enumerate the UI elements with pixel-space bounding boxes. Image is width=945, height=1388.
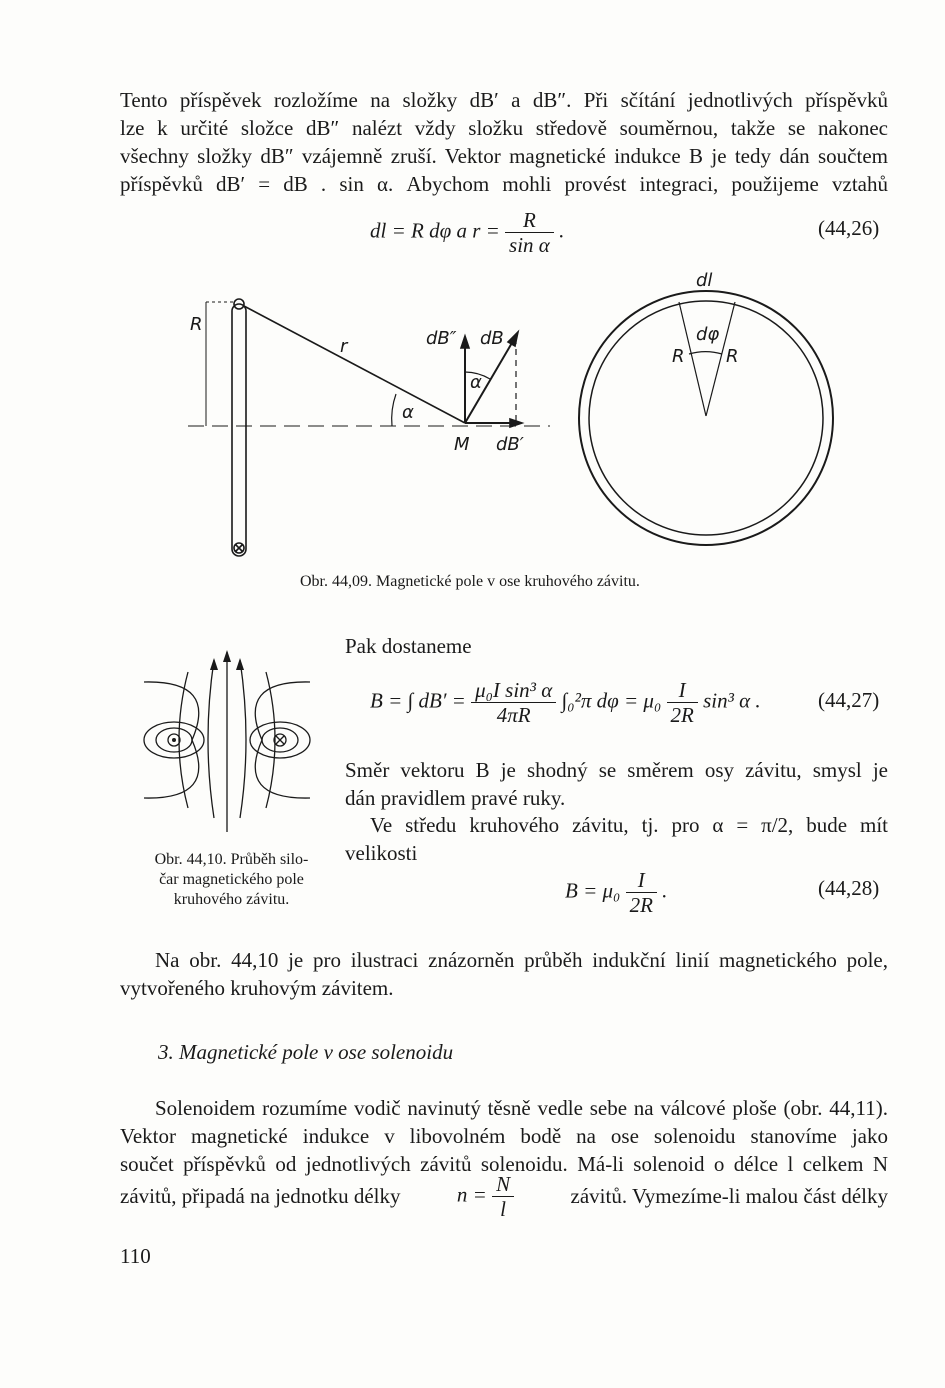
label-R-left: R: [190, 314, 203, 335]
label-R-circle-1: R: [672, 346, 685, 367]
eq26-fraction: $\frac{R}{\text{sin α}}$: [505, 208, 554, 257]
section-heading: 3. Magnetické pole v ose solenoidu: [158, 1040, 454, 1064]
equation-44-28: B = μ₀ $\frac{I}{2R}$ .: [565, 868, 668, 917]
label-dB2: dB″: [426, 328, 457, 349]
paragraph-6-line-4: závitů, připadá na jednotku délky n = $\frac{N}{l}$ závitů. Vymezíme-li malou část délky: [120, 1172, 888, 1221]
paragraph-5-line-1: Na obr. 44,10 je pro ilustraci znázorněn průběh indukční linií magnetického pole,: [155, 948, 888, 972]
paragraph-6-line-3: součet příspěvků od jednotlivých závitů solenoidu. Má-li solenoid o délce l celkem N: [120, 1152, 888, 1176]
paragraph-6-line-2: Vektor magnetické indukce v libovolném bodě na ose solenoidu stanovíme jako: [120, 1124, 888, 1148]
eq26-left: dl = R dφ a r =: [370, 218, 500, 243]
label-alpha-2: α: [470, 372, 482, 393]
figure-44-09-caption: Obr. 44,09. Magnetické pole v ose kruhového závitu.: [300, 573, 640, 590]
label-M: M: [454, 434, 470, 455]
paragraph-1-line-4: příspěvků dB′ = dB . sin α. Abychom mohli provést integraci, použijeme vztahů: [120, 172, 888, 196]
paragraph-1-line-3: všechny složky dB″ vzájemně zruší. Vektor magnetické indukce B je tedy dán součtem: [120, 144, 888, 168]
equation-44-26: dl = R dφ a r = $\frac{R}{\text{sin α}}$ .: [370, 208, 565, 257]
label-dB1: dB′: [496, 434, 524, 455]
label-r: r: [340, 336, 348, 357]
figure-44-10: [126, 640, 326, 840]
paragraph-3-line-2: dán pravidlem pravé ruky.: [345, 786, 566, 810]
label-dphi: dφ: [696, 324, 720, 345]
paragraph-6-line-1: Solenoidem rozumíme vodič navinutý těsně vedle sebe na válcové ploše (obr. 44,11).: [155, 1096, 888, 1120]
page-number: 110: [120, 1244, 151, 1268]
paragraph-4-line-2: velikosti: [345, 841, 418, 865]
ring-side-view: [232, 304, 246, 556]
equation-number-44-27: (44,27): [818, 688, 880, 712]
text-pak-dostaneme: Pak dostaneme: [345, 634, 472, 658]
paragraph-4-line-1: Ve středu kruhového závitu, tj. pro α = π/2, bude mít: [370, 813, 888, 837]
equation-number-44-28: (44,28): [818, 876, 880, 900]
label-alpha-1: α: [402, 402, 414, 423]
figure-44-09: [0, 268, 945, 598]
paragraph-5-line-2: vytvořeného kruhovým závitem.: [120, 976, 394, 1000]
n-equation: n = $\frac{N}{l}$: [457, 1172, 514, 1221]
label-dB: dB: [480, 328, 504, 349]
r-line: [244, 306, 465, 423]
paragraph-1-line-2: lze k určité složce dB″ nalézt vždy složku středově souměrnou, takže se nakonec: [120, 116, 888, 140]
figure-44-10-caption: Obr. 44,10. Průběh silo- čar magnetického pole kruhového závitu.: [154, 851, 309, 908]
equation-44-27: B = ∫ dB′ = $\frac{\text{μ₀I sin³ α}}{4\pi R}$ ∫₀²π dφ = μ₀ $\frac{I}{2R}$ sin³ α .: [370, 678, 761, 727]
label-dl: dl: [696, 270, 713, 291]
paragraph-1-line-1: Tento příspěvek rozložíme na složky dB′ a dB″. Při sčítání jednotlivých příspěvků: [120, 88, 888, 112]
paragraph-3-line-1: Směr vektoru B je shodný se směrem osy závitu, smysl je: [345, 758, 888, 782]
equation-number-44-26: (44,26): [818, 216, 880, 240]
label-R-circle-2: R: [726, 346, 739, 367]
